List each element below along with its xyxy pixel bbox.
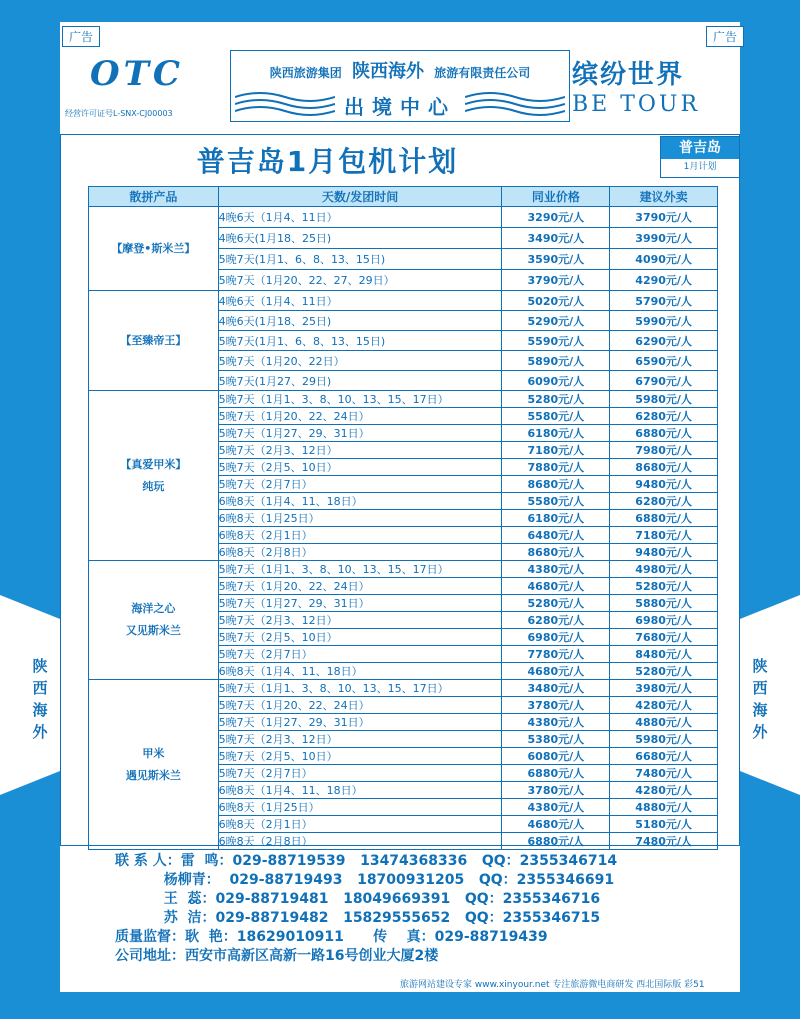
right-side-panel <box>740 595 800 795</box>
retail-price-cell: 5180元/人 <box>610 816 718 833</box>
retail-price-cell: 4980元/人 <box>610 561 718 578</box>
side-label-char: 陕 <box>752 657 768 675</box>
side-label-char: 外 <box>752 723 768 741</box>
company-name-line <box>231 57 569 83</box>
trade-price-cell: 6880元/人 <box>502 765 610 782</box>
retail-price-cell: 4280元/人 <box>610 782 718 799</box>
trade-price-cell: 4680元/人 <box>502 816 610 833</box>
trade-price-cell: 5280元/人 <box>502 595 610 612</box>
retail-price-cell: 3990元/人 <box>610 228 718 249</box>
header-schedule: 天数/发团时间 <box>218 187 502 207</box>
trade-price-cell: 4680元/人 <box>502 578 610 595</box>
contact-line: 王 蕊：029-88719481 18049669391 QQ：2355346716 <box>115 891 601 907</box>
schedule-cell: 6晚8天（1月4、11、18日） <box>218 663 502 680</box>
side-label-char: 西 <box>752 679 768 697</box>
trade-price-cell: 3290元/人 <box>502 207 610 228</box>
schedule-cell: 5晚7天(1月1、6、8、13、15日) <box>218 331 502 351</box>
left-side-label <box>30 655 50 743</box>
group-name: 陕西旅游集团 <box>269 66 342 80</box>
contact-line: 苏 洁：029-88719482 15829555652 QQ：2355346715 <box>115 910 601 926</box>
page-title: 普吉岛1月包机计划 <box>196 145 459 178</box>
schedule-cell: 5晚7天（1月27、29、31日） <box>218 595 502 612</box>
contact-line: 联 系 人：雷 鸣：029-88719539 13474368336 QQ：2355346714 <box>115 853 618 869</box>
trade-price-cell: 4380元/人 <box>502 561 610 578</box>
retail-price-cell: 7480元/人 <box>610 765 718 782</box>
trade-price-cell: 5380元/人 <box>502 731 610 748</box>
retail-price-cell: 3980元/人 <box>610 680 718 697</box>
retail-price-cell: 6880元/人 <box>610 425 718 442</box>
destination-badge <box>660 136 740 178</box>
schedule-cell: 5晚7天（2月3、12日） <box>218 442 502 459</box>
schedule-cell: 5晚7天（2月3、12日） <box>218 731 502 748</box>
schedule-cell: 4晚6天（1月4、11日） <box>218 291 502 311</box>
footer: 旅游网站建设专家 www.xinyour.net 专注旅游微电商研发 西北国际版 彩51 <box>400 980 705 990</box>
trade-price-cell: 5890元/人 <box>502 351 610 371</box>
retail-price-cell: 6980元/人 <box>610 612 718 629</box>
product-name-line: 又见斯米兰 <box>125 624 181 637</box>
schedule-cell: 6晚8天（1月25日） <box>218 510 502 527</box>
schedule-cell: 6晚8天（2月8日） <box>218 544 502 561</box>
company-banner <box>230 50 570 122</box>
retail-price-cell: 8680元/人 <box>610 459 718 476</box>
trade-price-cell: 6180元/人 <box>502 510 610 527</box>
retail-price-cell: 6280元/人 <box>610 493 718 510</box>
trade-price-cell: 4380元/人 <box>502 799 610 816</box>
retail-price-cell: 6280元/人 <box>610 408 718 425</box>
trade-price-cell: 3780元/人 <box>502 782 610 799</box>
schedule-cell: 5晚7天（1月27、29、31日） <box>218 425 502 442</box>
retail-price-cell: 6290元/人 <box>610 331 718 351</box>
trade-price-cell: 6980元/人 <box>502 629 610 646</box>
retail-price-cell: 6590元/人 <box>610 351 718 371</box>
trade-price-cell: 4680元/人 <box>502 663 610 680</box>
header-retail-price: 建议外卖 <box>610 187 718 207</box>
header <box>60 46 740 134</box>
retail-price-cell: 5280元/人 <box>610 663 718 680</box>
product-name <box>89 561 219 680</box>
schedule-cell: 5晚7天（2月7日） <box>218 646 502 663</box>
trade-price-cell: 5590元/人 <box>502 331 610 351</box>
schedule-cell: 5晚7天（2月7日） <box>218 765 502 782</box>
product-name-line: 【真爱甲米】 <box>120 457 187 471</box>
schedule-cell: 6晚8天（2月1日） <box>218 527 502 544</box>
schedule-cell: 5晚7天（1月27、29、31日） <box>218 714 502 731</box>
retail-price-cell: 7680元/人 <box>610 629 718 646</box>
table-row <box>89 291 718 311</box>
side-label-char: 海 <box>752 701 768 719</box>
company-suffix: 旅游有限责任公司 <box>434 66 531 80</box>
destination-badge-title: 普吉岛 <box>661 137 739 159</box>
trade-price-cell: 3480元/人 <box>502 680 610 697</box>
trade-price-cell: 3490元/人 <box>502 228 610 249</box>
side-label-char: 陕 <box>32 657 48 675</box>
retail-price-cell: 4090元/人 <box>610 249 718 270</box>
retail-price-cell: 4880元/人 <box>610 799 718 816</box>
trade-price-cell: 6090元/人 <box>502 371 610 391</box>
right-side-label <box>750 655 770 743</box>
product-name-line: 海洋之心 <box>131 602 176 615</box>
trade-price-cell: 6180元/人 <box>502 425 610 442</box>
schedule-cell: 5晚7天（1月20、22日） <box>218 351 502 371</box>
trade-price-cell: 3790元/人 <box>502 270 610 291</box>
schedule-cell: 5晚7天（1月20、22、24日） <box>218 578 502 595</box>
trade-price-cell: 6280元/人 <box>502 612 610 629</box>
retail-price-cell: 5980元/人 <box>610 731 718 748</box>
product-name-line: 甲米 <box>142 746 165 760</box>
product-name <box>89 291 219 391</box>
trade-price-cell: 3780元/人 <box>502 697 610 714</box>
trade-price-cell: 7180元/人 <box>502 442 610 459</box>
trade-price-cell: 7880元/人 <box>502 459 610 476</box>
table-row <box>89 680 718 697</box>
header-trade-price: 同业价格 <box>502 187 610 207</box>
schedule-cell: 5晚7天（2月5、10日） <box>218 459 502 476</box>
trade-price-cell: 5280元/人 <box>502 391 610 408</box>
retail-price-cell: 3790元/人 <box>610 207 718 228</box>
schedule-cell: 5晚7天（2月7日） <box>218 476 502 493</box>
ad-label-right: 广告 <box>706 26 744 47</box>
retail-price-cell: 4290元/人 <box>610 270 718 291</box>
trade-price-cell: 5290元/人 <box>502 311 610 331</box>
product-name <box>89 680 219 850</box>
license-number: 经营许可证号L-SNX-CJ00003 <box>65 109 173 118</box>
contact-line: 杨柳青： 029-88719493 18700931205 QQ：2355346691 <box>115 872 615 888</box>
schedule-cell: 6晚8天（1月4、11、18日） <box>218 782 502 799</box>
schedule-cell: 6晚8天（1月4、11、18日） <box>218 493 502 510</box>
retail-price-cell: 8480元/人 <box>610 646 718 663</box>
product-name <box>89 207 219 291</box>
schedule-cell: 5晚7天（1月1、3、8、10、13、15、17日） <box>218 561 502 578</box>
brand-english: BE TOUR <box>572 92 701 117</box>
department-name: 出境中心 <box>344 95 456 119</box>
trade-price-cell: 5580元/人 <box>502 408 610 425</box>
schedule-cell: 4晚6天(1月18、25日) <box>218 311 502 331</box>
trade-price-cell: 5580元/人 <box>502 493 610 510</box>
retail-price-cell: 7180元/人 <box>610 527 718 544</box>
schedule-cell: 5晚7天（2月5、10日） <box>218 748 502 765</box>
ad-label-left: 广告 <box>62 26 100 47</box>
schedule-cell: 5晚7天(1月27、29日) <box>218 371 502 391</box>
trade-price-cell: 6480元/人 <box>502 527 610 544</box>
schedule-cell: 4晚6天（1月4、11日） <box>218 207 502 228</box>
contact-line: 质量监督：耿 艳：18629010911 传 真：029-88719439 <box>115 929 548 945</box>
product-name <box>89 391 219 561</box>
header-product: 散拼产品 <box>89 187 219 207</box>
retail-price-cell: 6790元/人 <box>610 371 718 391</box>
table-row <box>89 207 718 228</box>
retail-price-cell: 5790元/人 <box>610 291 718 311</box>
schedule-cell: 6晚8天（2月1日） <box>218 816 502 833</box>
contact-info <box>115 852 617 966</box>
retail-price-cell: 7980元/人 <box>610 442 718 459</box>
schedule-cell: 5晚7天（1月1、3、8、10、13、15、17日） <box>218 391 502 408</box>
trade-price-cell: 8680元/人 <box>502 476 610 493</box>
schedule-cell: 5晚7天（1月1、3、8、10、13、15、17日） <box>218 680 502 697</box>
retail-price-cell: 5990元/人 <box>610 311 718 331</box>
retail-price-cell: 7480元/人 <box>610 833 718 850</box>
product-name-line: 遇见斯米兰 <box>125 768 181 782</box>
table-row <box>89 561 718 578</box>
trade-price-cell: 4380元/人 <box>502 714 610 731</box>
destination-badge-subtitle: 1月计划 <box>683 162 717 172</box>
price-table <box>88 186 718 850</box>
trade-price-cell: 6080元/人 <box>502 748 610 765</box>
retail-price-cell: 5280元/人 <box>610 578 718 595</box>
trade-price-cell: 7780元/人 <box>502 646 610 663</box>
product-name-line: 【至臻帝王】 <box>120 333 187 347</box>
trade-price-cell: 5020元/人 <box>502 291 610 311</box>
retail-price-cell: 5880元/人 <box>610 595 718 612</box>
side-label-char: 西 <box>32 679 48 697</box>
schedule-cell: 6晚8天（1月25日） <box>218 799 502 816</box>
otc-logo: OTC <box>90 54 184 94</box>
price-table-body <box>89 207 718 850</box>
schedule-cell: 5晚7天（1月20、22、27、29日） <box>218 270 502 291</box>
side-label-char: 外 <box>32 723 48 741</box>
retail-price-cell: 6880元/人 <box>610 510 718 527</box>
product-name-line: 纯玩 <box>142 479 165 493</box>
trade-price-cell: 3590元/人 <box>502 249 610 270</box>
brand-chinese: 缤纷世界 <box>572 60 685 90</box>
table-row <box>89 391 718 408</box>
product-name-line: 【摩登•斯米兰】 <box>111 241 196 255</box>
retail-price-cell: 9480元/人 <box>610 544 718 561</box>
trade-price-cell: 6880元/人 <box>502 833 610 850</box>
retail-price-cell: 6680元/人 <box>610 748 718 765</box>
retail-price-cell: 4280元/人 <box>610 697 718 714</box>
schedule-cell: 5晚7天（1月20、22、24日） <box>218 408 502 425</box>
contact-line: 公司地址：西安市高新区高新一路16号创业大厦2楼 <box>115 948 439 964</box>
side-label-char: 海 <box>32 701 48 719</box>
retail-price-cell: 4880元/人 <box>610 714 718 731</box>
schedule-cell: 5晚7天(1月1、6、8、13、15日) <box>218 249 502 270</box>
brand-name: 陕西海外 <box>352 61 424 82</box>
retail-price-cell: 5980元/人 <box>610 391 718 408</box>
retail-price-cell: 9480元/人 <box>610 476 718 493</box>
schedule-cell: 4晚6天(1月18、25日) <box>218 228 502 249</box>
trade-price-cell: 8680元/人 <box>502 544 610 561</box>
table-header-row <box>89 187 718 207</box>
schedule-cell: 5晚7天（1月20、22、24日） <box>218 697 502 714</box>
schedule-cell: 5晚7天（2月3、12日） <box>218 612 502 629</box>
schedule-cell: 6晚8天（2月8日） <box>218 833 502 850</box>
schedule-cell: 5晚7天（2月5、10日） <box>218 629 502 646</box>
